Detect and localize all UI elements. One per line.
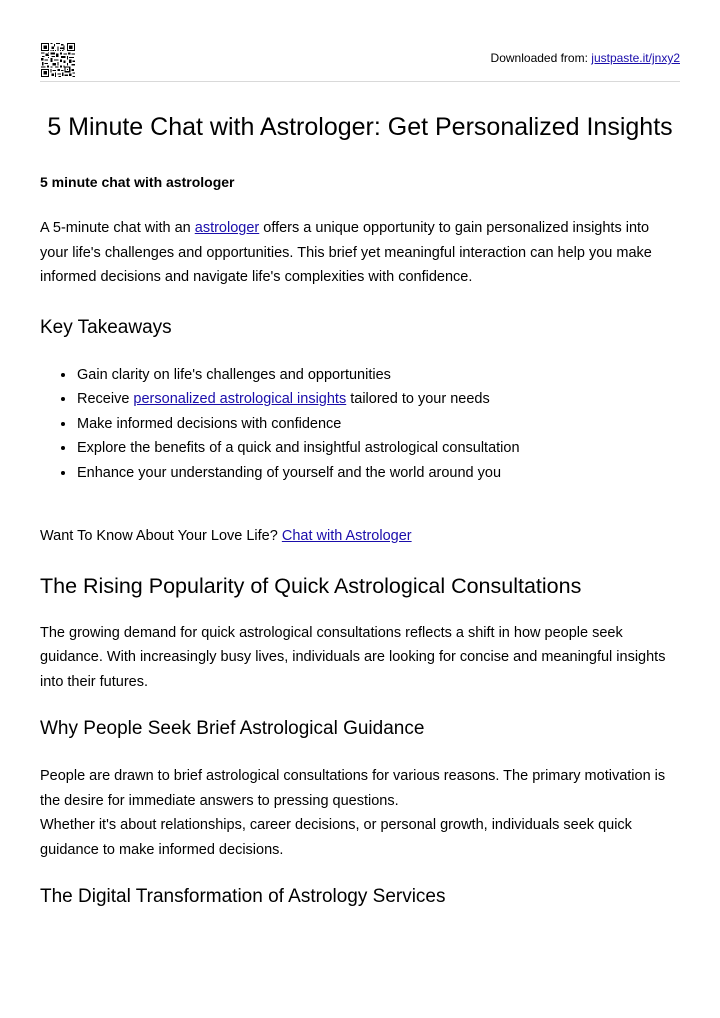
why-people-seek-paragraph (40, 764, 680, 862)
download-source (491, 51, 680, 65)
list-item: • Gain clarity on life's challenges and opportunities (76, 363, 680, 388)
digital-transformation-heading: The Digital Transformation of Astrology Services (40, 886, 446, 907)
intro-text-after: offers a unique opportunity to gain personalized insights into your life's challenges and opportunities. This brief yet meaningful interaction can help you make informed decisions and navigate life's complexities with confidence. (40, 220, 652, 285)
list-item: • Make informed decisions with confidence (76, 412, 680, 437)
key-takeaways-heading: Key Takeaways (40, 316, 172, 338)
list-item: • Enhance your understanding of yourself and the world around you (76, 461, 680, 486)
love-life-cta (40, 524, 680, 549)
rising-popularity-paragraph: The growing demand for quick astrological consultations reflects a shift in how people seek guidance. With increasingly busy lives, individuals are looking for concise and meaningful insights into their futures. (40, 624, 666, 690)
intro-paragraph (40, 216, 680, 290)
list-item-text-before: Receive (77, 391, 134, 407)
why-text-1: People are drawn to brief astrological consultations for various reasons. The primary motivation is the desire for immediate answers to pressing questions. (40, 768, 666, 809)
personalized-insights-link[interactable]: personalized astrological insights (133, 391, 347, 407)
article (40, 110, 680, 910)
article-subheading: 5 minute chat with astrologer (40, 174, 235, 190)
download-source-label: Downloaded from: (490, 51, 588, 65)
astrologer-link[interactable]: astrologer (194, 220, 260, 236)
qr-code-icon (41, 43, 75, 77)
key-takeaways-list (40, 363, 680, 486)
list-item-text-after: tailored to your needs (346, 391, 490, 407)
rising-popularity-heading: The Rising Popularity of Quick Astrological Consultations (40, 573, 582, 598)
header-divider (40, 81, 680, 82)
intro-text-before: A 5-minute chat with an (40, 220, 195, 236)
list-item (76, 387, 680, 412)
page-title: 5 Minute Chat with Astrologer: Get Personalized Insights (47, 113, 673, 141)
list-item: • Explore the benefits of a quick and insightful astrological consultation (76, 436, 680, 461)
why-people-seek-heading: Why People Seek Brief Astrological Guidance (40, 718, 425, 739)
why-text-2: Whether it's about relationships, career decisions, or personal growth, individuals seek quick guidance to make informed decisions. (40, 817, 632, 858)
download-source-link[interactable]: justpaste.it/jnxy2 (591, 51, 680, 65)
chat-with-astrologer-link[interactable]: Chat with Astrologer (281, 528, 412, 544)
love-life-text: Want To Know About Your Love Life? (40, 528, 282, 544)
